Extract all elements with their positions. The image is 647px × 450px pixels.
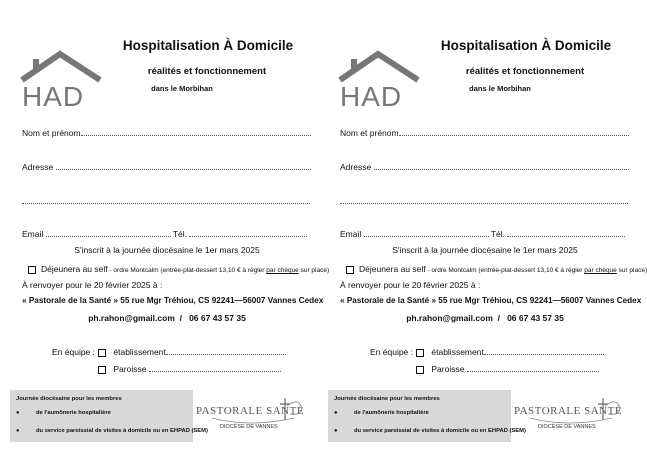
parish-checkbox[interactable]: [416, 366, 424, 374]
footer-bullet-2: du service paroissial de visites à domicile ou en EHPAD (SEM): [36, 428, 208, 434]
tel-label: Tél.: [172, 229, 188, 239]
contact-line: [22, 313, 312, 323]
team-label: En équipe :: [52, 347, 96, 357]
lunch-detail-post: sur place): [298, 267, 330, 274]
lunch-option[interactable]: [346, 264, 647, 274]
address-label: Adresse: [22, 162, 54, 172]
team-option-parish[interactable]: [416, 364, 599, 374]
lunch-label: Déjeunera au self: [41, 264, 108, 274]
lunch-option[interactable]: [28, 264, 330, 274]
logo-text: HAD: [22, 81, 85, 112]
pastorale-sub-text: DIOCÈSE DE VANNES: [538, 424, 596, 430]
contact-email: ph.rahon@gmail.com: [88, 313, 175, 323]
email-tel-field[interactable]: [22, 229, 312, 239]
pastorale-sub-text: DIOCÈSE DE VANNES: [220, 424, 278, 430]
footer-bullet-2: du service paroissial de visites à domicile ou en EHPAD (SEM): [354, 428, 526, 434]
form-subtitle: réalités et fonctionnement: [465, 66, 585, 77]
lunch-detail-u: par chèque: [584, 267, 617, 274]
had-house-logo: [18, 50, 108, 112]
contact-separator: /: [497, 313, 500, 323]
lunch-detail-pre: - ordre Montcalm (entrée-plat-dessert 13,10 € à régler: [107, 267, 267, 274]
footer-box: [10, 390, 208, 442]
team-option-parish[interactable]: [98, 364, 281, 374]
return-address: « Pastorale de la Santé » 55 rue Mgr Tréhiou, CS 92241—56007 Vannes Cedex: [340, 296, 642, 305]
had-house-logo: [336, 50, 426, 112]
logo-text: HAD: [340, 81, 403, 112]
footer-title: Journée diocésaine pour les membres: [16, 396, 122, 402]
team-option-establishment[interactable]: [416, 347, 604, 357]
lunch-checkbox[interactable]: [28, 266, 36, 274]
address-field[interactable]: [340, 162, 630, 172]
parish-label: Paroisse: [113, 364, 147, 374]
email-label: Email: [22, 229, 44, 239]
contact-email: ph.rahon@gmail.com: [406, 313, 493, 323]
return-by-text: À renvoyer pour le 20 février 2025 à :: [22, 280, 163, 290]
return-address: « Pastorale de la Santé » 55 rue Mgr Tréhiou, CS 92241—56007 Vannes Cedex: [22, 296, 324, 305]
pastorale-main-text: PASTORALE SANTÉ: [514, 405, 623, 417]
form-location: dans le Morbihan: [151, 84, 213, 93]
address-field-line2[interactable]: [22, 196, 312, 206]
contact-phone: 06 67 43 57 35: [189, 313, 246, 323]
contact-line: [340, 313, 630, 323]
establishment-checkbox[interactable]: [416, 349, 424, 357]
form-title: Hospitalisation À Domicile: [440, 38, 612, 53]
pastorale-sante-logo: [508, 392, 633, 437]
name-label: Nom et prénom: [340, 128, 399, 138]
establishment-label: établissement: [431, 347, 484, 357]
team-label: En équipe :: [370, 347, 414, 357]
form-title: Hospitalisation À Domicile: [122, 38, 294, 53]
registration-form-right: [318, 0, 647, 450]
form-location: dans le Morbihan: [469, 84, 531, 93]
contact-phone: 06 67 43 57 35: [507, 313, 564, 323]
establishment-checkbox[interactable]: [98, 349, 106, 357]
tel-label: Tél.: [490, 229, 506, 239]
footer-box: [328, 390, 526, 442]
contact-separator: /: [179, 313, 182, 323]
pastorale-main-text: PASTORALE SANTÉ: [196, 405, 305, 417]
form-subtitle: réalités et fonctionnement: [147, 66, 267, 77]
footer-bullet-1: de l'aumônerie hospitalière: [354, 410, 429, 416]
bullet: ●: [16, 410, 20, 416]
footer-title: Journée diocésaine pour les membres: [334, 396, 440, 402]
lunch-label: Déjeunera au self: [359, 264, 426, 274]
address-field[interactable]: [22, 162, 312, 172]
parish-label: Paroisse: [431, 364, 465, 374]
parish-checkbox[interactable]: [98, 366, 106, 374]
email-label: Email: [340, 229, 362, 239]
address-label: Adresse: [340, 162, 372, 172]
name-field[interactable]: [22, 128, 312, 138]
lunch-checkbox[interactable]: [346, 266, 354, 274]
email-tel-field[interactable]: [340, 229, 630, 239]
team-option-establishment[interactable]: [98, 347, 286, 357]
return-by-text: À renvoyer pour le 20 février 2025 à :: [340, 280, 481, 290]
bullet: ●: [334, 428, 338, 434]
footer-bullet-1: de l'aumônerie hospitalière: [36, 410, 111, 416]
lunch-detail-pre: - ordre Montcalm (entrée-plat-dessert 13,10 € à régler: [425, 267, 585, 274]
inscription-text: S'inscrit à la journée diocésaine le 1er mars 2025: [74, 245, 260, 255]
bullet: ●: [334, 410, 338, 416]
inscription-text: S'inscrit à la journée diocésaine le 1er mars 2025: [392, 245, 578, 255]
lunch-detail-post: sur place): [616, 267, 647, 274]
lunch-detail-u: par chèque: [266, 267, 299, 274]
establishment-label: établissement: [113, 347, 166, 357]
pastorale-sante-logo: [190, 392, 315, 437]
address-field-line2[interactable]: [340, 196, 630, 206]
bullet: ●: [16, 428, 20, 434]
name-field[interactable]: [340, 128, 630, 138]
name-label: Nom et prénom: [22, 128, 81, 138]
